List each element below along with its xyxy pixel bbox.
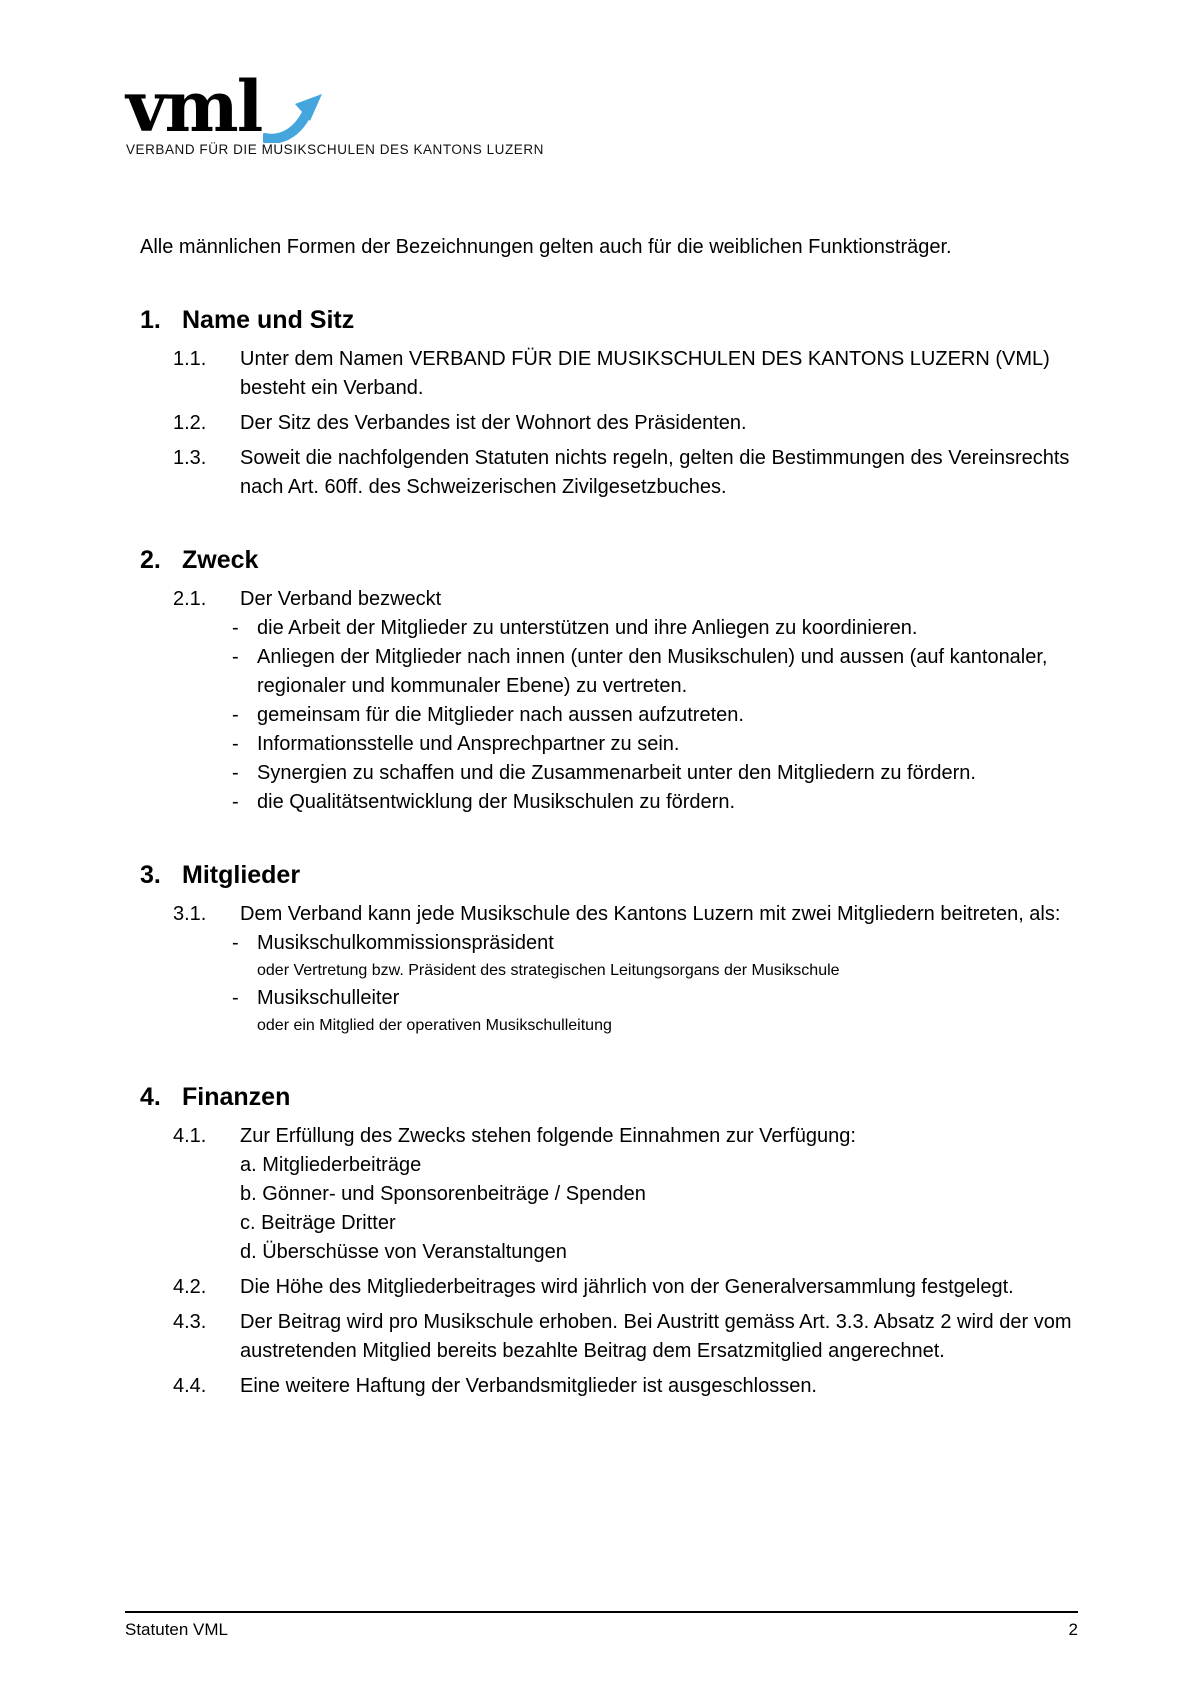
item-text: Dem Verband kann jede Musikschule des Kantons Luzern mit zwei Mitgliedern beitreten, als:: [240, 903, 1061, 925]
bullet-text: Anliegen der Mitglieder nach innen (unter den Musikschulen) und aussen (auf kantonaler, regionaler und kommunaler Ebene) zu vertreten.: [257, 646, 1048, 697]
section-number: 1.: [140, 306, 161, 334]
statute-item: [140, 585, 1090, 817]
bullet-body: [257, 788, 1090, 817]
item-text: Der Beitrag wird pro Musikschule erhoben. Bei Austritt gemäss Art. 3.3. Absatz 2 wird der vom austretenden Mitglied bereits bezahlte Beitrag dem Ersatzmitglied angerechnet.: [240, 1311, 1072, 1362]
sections-container: [140, 304, 1090, 1401]
bullet-dash: -: [232, 617, 239, 639]
bullet-note: oder Vertretung bzw. Präsident des strategischen Leitungsorgans der Musikschule: [257, 962, 840, 979]
bullet-dash: -: [232, 646, 239, 668]
item-number: 4.4.: [173, 1375, 207, 1397]
item-number: 4.2.: [173, 1276, 207, 1298]
lettered-list-item: b. Gönner- und Sponsorenbeiträge / Spenden: [240, 1183, 646, 1205]
item-body: [240, 345, 1090, 403]
item-text: Der Verband bezweckt: [240, 588, 442, 610]
section-heading: [140, 304, 1090, 337]
item-number: 4.3.: [173, 1311, 207, 1333]
statute-item: [140, 1308, 1090, 1366]
bullet-text: Musikschulleiter: [257, 987, 400, 1009]
item-number: 3.1.: [173, 903, 207, 925]
item-text: Die Höhe des Mitgliederbeitrages wird jährlich von der Generalversammlung festgelegt.: [240, 1276, 1014, 1298]
bullet-body: [257, 730, 1090, 759]
footer-document-title: Statuten VML: [125, 1620, 229, 1639]
bullet-body: [257, 759, 1090, 788]
statute-item: [140, 1122, 1090, 1267]
section: [140, 544, 1090, 817]
bullet-text: die Qualitätsentwicklung der Musikschulen zu fördern.: [257, 791, 736, 813]
bullet-text: die Arbeit der Mitglieder zu unterstützen und ihre Anliegen zu koordinieren.: [257, 617, 918, 639]
item-number: 1.3.: [173, 447, 207, 469]
item-number: 2.1.: [173, 588, 207, 610]
statute-item: [140, 1273, 1090, 1302]
bullet-item: [232, 643, 1090, 701]
section-title: Finanzen: [182, 1083, 291, 1111]
bullet-item: [232, 614, 1090, 643]
bullet-body: [257, 929, 1090, 984]
section: [140, 859, 1090, 1039]
item-body: [240, 1273, 1090, 1302]
lettered-list-item: d. Überschüsse von Veranstaltungen: [240, 1241, 567, 1263]
bullet-dash: -: [232, 791, 239, 813]
section-heading: [140, 1081, 1090, 1114]
statute-item: [140, 900, 1090, 1039]
lettered-list-item: c. Beiträge Dritter: [240, 1212, 396, 1234]
bullet-dash: -: [232, 932, 239, 954]
section-number: 2.: [140, 546, 161, 574]
item-text: Der Sitz des Verbandes ist der Wohnort des Präsidenten.: [240, 412, 747, 434]
item-body: [240, 1122, 1090, 1267]
logo-wordmark: vml: [126, 65, 262, 148]
section-title: Name und Sitz: [182, 306, 355, 334]
logo: [126, 65, 1090, 157]
bullet-item: [232, 701, 1090, 730]
statute-item: [140, 1372, 1090, 1401]
item-text: Soweit die nachfolgenden Statuten nichts regeln, gelten die Bestimmungen des Vereinsrechts nach Art. 60ff. des Schweizerischen Zivilgesetzbuches.: [240, 447, 1070, 498]
item-body: [232, 585, 1090, 817]
item-text: Zur Erfüllung des Zwecks stehen folgende Einnahmen zur Verfügung:: [240, 1125, 856, 1147]
logo-subtitle: VERBAND FÜR DIE MUSIKSCHULEN DES KANTONS LUZERN: [126, 142, 544, 157]
statute-item: [140, 345, 1090, 403]
item-number: 1.2.: [173, 412, 207, 434]
section-number: 4.: [140, 1083, 161, 1111]
item-number: 4.1.: [173, 1125, 207, 1147]
item-body: [232, 900, 1090, 1039]
bullet-dash: -: [232, 733, 239, 755]
section-title: Mitglieder: [182, 861, 301, 889]
lettered-list-item: a. Mitgliederbeiträge: [240, 1154, 422, 1176]
statute-item: [140, 444, 1090, 502]
bullet-body: [257, 614, 1090, 643]
section-heading: [140, 544, 1090, 577]
item-text: Eine weitere Haftung der Verbandsmitglieder ist ausgeschlossen.: [240, 1375, 817, 1397]
item-number: 1.1.: [173, 348, 207, 370]
section-title: Zweck: [182, 546, 259, 574]
bullet-item: [232, 788, 1090, 817]
bullet-note: oder ein Mitglied der operativen Musikschulleitung: [257, 1017, 612, 1034]
bullet-item: [232, 730, 1090, 759]
item-body: [240, 409, 1090, 438]
bullet-dash: -: [232, 704, 239, 726]
item-text: Unter dem Namen VERBAND FÜR DIE MUSIKSCHULEN DES KANTONS LUZERN (VML) besteht ein Verband.: [240, 348, 1050, 399]
swoosh-arrow-icon: [263, 91, 325, 143]
section: [140, 1081, 1090, 1401]
bullet-text: Synergien zu schaffen und die Zusammenarbeit unter den Mitgliedern zu fördern.: [257, 762, 976, 784]
item-body: [240, 1372, 1090, 1401]
bullet-text: gemeinsam für die Mitglieder nach aussen aufzutreten.: [257, 704, 744, 726]
bullet-dash: -: [232, 987, 239, 1009]
bullet-dash: -: [232, 762, 239, 784]
item-body: [240, 1308, 1090, 1366]
statute-item: [140, 409, 1090, 438]
bullet-item: [232, 759, 1090, 788]
footer-page-number: 2: [1068, 1620, 1078, 1639]
bullet-body: [257, 984, 1090, 1039]
bullet-item: [232, 929, 1090, 984]
bullet-body: [257, 701, 1090, 730]
section: [140, 304, 1090, 502]
page-footer: [125, 1611, 1078, 1640]
bullet-body: [257, 643, 1090, 701]
bullet-text: Informationsstelle und Ansprechpartner zu sein.: [257, 733, 680, 755]
bullet-item: [232, 984, 1090, 1039]
item-body: [240, 444, 1090, 502]
bullet-text: Musikschulkommissionspräsident: [257, 932, 554, 954]
section-heading: [140, 859, 1090, 892]
intro-paragraph: Alle männlichen Formen der Bezeichnungen gelten auch für die weiblichen Funktionsträger.: [140, 236, 952, 258]
section-number: 3.: [140, 861, 161, 889]
